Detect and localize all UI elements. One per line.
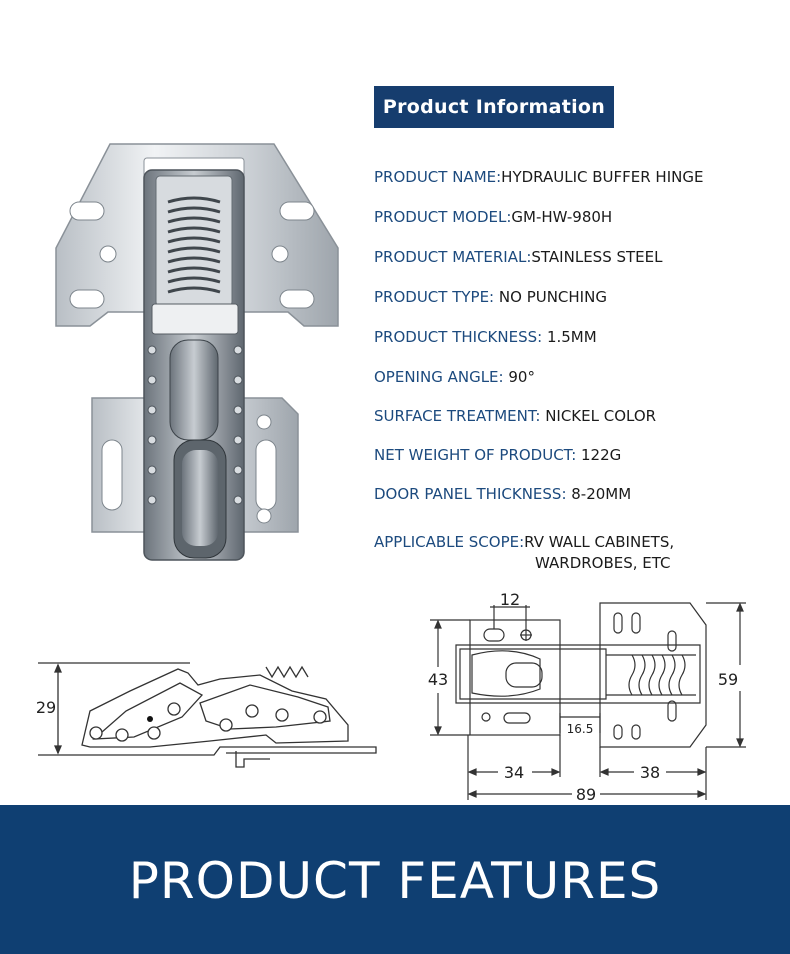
spec-label: APPLICABLE SCOPE: [374, 533, 525, 551]
spec-label: PRODUCT MODEL: [374, 208, 512, 226]
dim-gap: 16.5 [566, 722, 594, 736]
spec-value: NICKEL COLOR [540, 407, 657, 425]
header-title: Product Information [382, 96, 606, 118]
spec-label: PRODUCT THICKNESS: [374, 328, 543, 346]
spec-value: HYDRAULIC BUFFER HINGE [501, 168, 704, 186]
spec-value: 122G [576, 446, 622, 464]
dim-side-height: 29 [35, 698, 57, 717]
hinge-photo [52, 140, 342, 580]
hinge-side-view-drawing [30, 655, 390, 785]
spec-product-model [374, 207, 612, 228]
spec-value: RV WALL CABINETS, [524, 533, 675, 551]
spec-value: 8-20MM [566, 485, 632, 503]
dim-left-height: 43 [427, 670, 449, 689]
product-features-banner [0, 805, 790, 954]
spec-product-material [374, 247, 662, 268]
spec-label: PRODUCT TYPE: [374, 288, 495, 306]
product-information-header [374, 86, 614, 128]
spec-applicable-scope [374, 532, 675, 572]
spec-label: PRODUCT NAME: [374, 168, 502, 186]
spec-value: STAINLESS STEEL [531, 248, 663, 266]
dim-right-width: 38 [639, 763, 661, 782]
hinge-dimension-drawing [410, 585, 790, 805]
spec-door-panel-thickness [374, 484, 631, 505]
spec-surface-treatment [374, 406, 656, 427]
spec-label: OPENING ANGLE: [374, 368, 504, 386]
spec-product-type [374, 287, 607, 308]
spec-label: DOOR PANEL THICKNESS: [374, 485, 567, 503]
spec-label: NET WEIGHT OF PRODUCT: [374, 446, 577, 464]
spec-product-thickness [374, 327, 597, 348]
spec-value: NO PUNCHING [494, 288, 607, 306]
spec-label: PRODUCT MATERIAL: [374, 248, 532, 266]
spec-value: GM-HW-980H [511, 208, 613, 226]
spec-value: 90° [503, 368, 535, 386]
spec-label: SURFACE TREATMENT: [374, 407, 541, 425]
spec-value: 1.5MM [542, 328, 597, 346]
dim-left-width: 34 [503, 763, 525, 782]
spec-net-weight [374, 445, 621, 466]
spec-value-line2: WARDROBES, ETC [535, 554, 671, 572]
spec-product-name [374, 167, 703, 188]
features-title: PRODUCT FEATURES [128, 851, 662, 910]
dim-right-height: 59 [717, 670, 739, 689]
spec-opening-angle [374, 367, 535, 388]
dim-top-width: 12 [499, 590, 521, 609]
dim-total-width: 89 [575, 785, 597, 804]
